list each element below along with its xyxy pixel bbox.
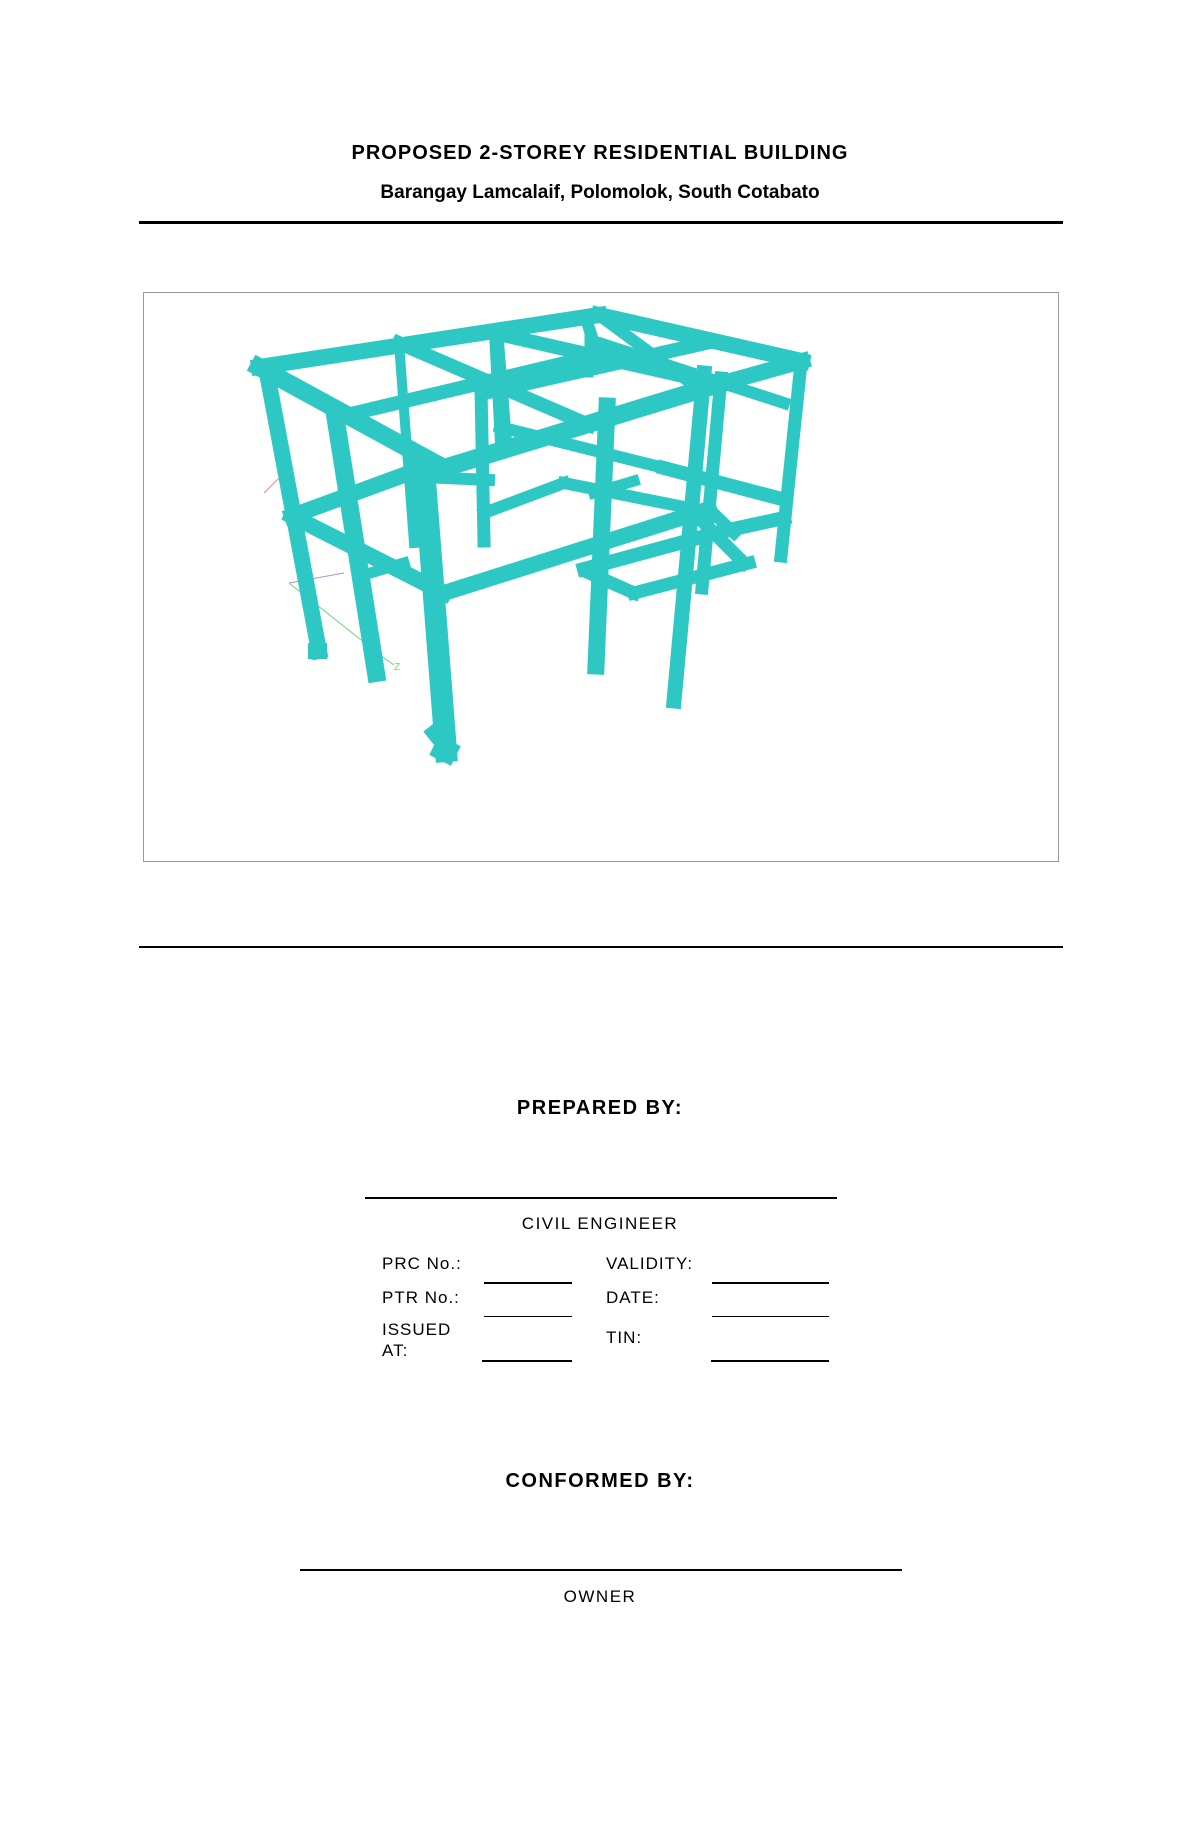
owner-signature-line [300, 1569, 902, 1571]
validity-blank [712, 1282, 829, 1284]
tin-label: TIN: [606, 1328, 643, 1347]
issued-at-label: ISSUED AT: [382, 1320, 452, 1360]
frame-member [664, 468, 778, 498]
prc-label: PRC No.: [382, 1254, 462, 1273]
frame-member [444, 750, 446, 751]
frame-member [424, 468, 446, 751]
frame-members [259, 315, 802, 751]
civil-engineer-label: CIVIL ENGINEER [521, 1214, 679, 1233]
ptr-blank [484, 1316, 572, 1317]
frame-member [724, 518, 784, 531]
prc-blank [484, 1282, 572, 1284]
owner-label: OWNER [563, 1587, 637, 1606]
tin-blank [711, 1360, 829, 1362]
date-label: DATE: [606, 1288, 660, 1307]
frame-member [781, 363, 801, 556]
document-title: PROPOSED 2-STOREY RESIDENTIAL BUILDING [351, 142, 849, 164]
frame-member [484, 483, 564, 513]
prepared-by-heading: PREPARED BY: [516, 1097, 684, 1119]
structural-model-view [143, 292, 1059, 862]
section-divider [139, 946, 1063, 948]
validity-label: VALIDITY: [606, 1254, 694, 1273]
date-blank [712, 1316, 829, 1317]
issued-at-blank [482, 1360, 572, 1362]
conformed-by-heading: CONFORMED BY: [505, 1470, 695, 1492]
ptr-label: PTR No.: [382, 1288, 460, 1307]
project-location: Barangay Lamcalaif, Polomolok, South Cotabato [380, 182, 820, 203]
frame-member [401, 476, 489, 480]
z-axis-label: Z [394, 662, 401, 673]
engineer-signature-line [365, 1197, 837, 1199]
structural-frame-drawing [144, 293, 1058, 861]
header-divider [139, 221, 1063, 224]
